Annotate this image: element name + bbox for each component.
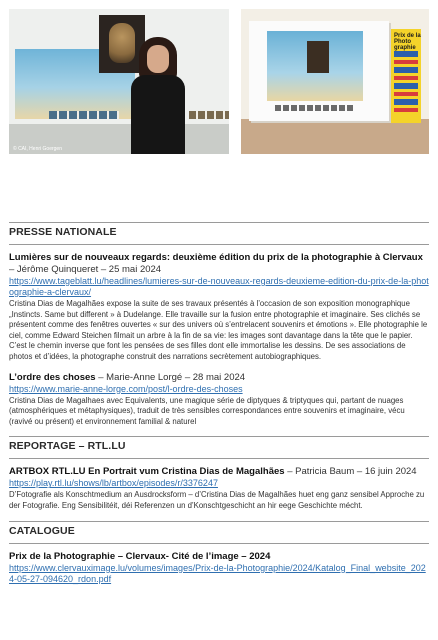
entry-link[interactable]: https://www.clervauximage.lu/volumes/images/Prix-de-la-Photographie/2024/Katalog_Final_website_2024-05-27-094620_rdon.pdf [9,562,426,584]
entry-heading [9,372,429,384]
entry-link[interactable]: https://www.marie-anne-lorge.com/post/l-ordre-des-choses [9,383,243,394]
exhibition-thumbnail-strip [275,105,355,111]
artist-face [147,45,169,73]
thumbnail-strip-right [189,111,229,119]
thumbnail-strip [49,111,119,119]
exhibition-owl-artwork [307,41,329,73]
entry-title: Prix de la Photographie – Clervaux- Cité de l’image – 2024 [9,550,271,562]
poster-text: Prix de la Photo graphie [394,33,421,51]
entry-link[interactable]: https://www.tageblatt.lu/headlines/lumieres-sur-de-nouveaux-regards-deuxieme-edition-du-prix-de-la-photographie-a-clervaux/ [9,276,429,297]
exhibition-photo [241,9,429,154]
poster-graphics [394,51,418,115]
press-entry [9,252,429,363]
press-entry [9,551,429,585]
photo-row [9,9,429,154]
entry-title: L’ordre des choses [9,371,96,383]
entry-link[interactable]: https://play.rtl.lu/shows/lb/artbox/episodes/r/3376247 [9,478,218,489]
artist-portrait-photo [9,9,229,154]
entry-meta: – Marie-Anne Lorgé – 28 mai 2024 [95,371,246,383]
section-title-presse-nationale: PRESSE NATIONALE [9,222,429,245]
entry-description: Cristina Dias de Magalhaes avec Equivalents, une magique série de diptyques & triptyques qui, partant de nuages (atmosphériques et métaphysiques), traduit de très sensibles correspondances entre souvenirs et imaginaire, vécu (ravivé ou présent) et environnement familial & naturel [9,395,405,426]
artist-body [131,75,185,154]
entry-title: Lumières sur de nouveaux regards: deuxième édition du prix de la photographie à Clervaux [9,252,423,263]
entry-heading [9,252,429,276]
section-title-reportage: REPORTAGE – RTL.LU [9,436,429,459]
press-entry [9,372,429,428]
section-title-catalogue: CATALOGUE [9,521,429,544]
artist-figure [127,37,189,154]
exhibition-poster [391,29,421,123]
press-content [9,222,429,594]
entry-title: ARTBOX RTL.LU En Portrait vum Cristina Dias de Magalhães [9,466,285,478]
entry-heading [9,551,429,563]
entry-meta: – Jérôme Quinqueret – 25 mai 2024 [9,264,162,275]
entry-heading [9,466,429,478]
entry-description: Cristina Dias de Magalhães expose la suite de ses travaux présentés à l’occasion de son exposition monographique „Instincts. Same but different » à Dudelange. Elle travaille sur la fusion entre photographie et imaginaire. Ses clichés se présentent comme des fenêtres ouvertes « sur des univers où s’entrelacent souvenirs et émotions ». Elle photographie le ciel, comme Edward Steichen filmait un arbre à la fin de sa vie: les images sont davantage dans la tête que le papier. C’est le chemin inverse que font les pensées de ses filles dont elle immortalise les dessins. De ses associations de photos et d’idées, la photographe construit des narrations secrètement autobiographiques. [9,299,428,361]
entry-description: D’Fotografie als Konschtmedium an Ausdrocksform – d’Cristina Dias de Magalhães huet eng ganz sensibel Approche zu der Fotografie. Eng Sensibilitéit, déi Referenzen un d’Konschtgeschicht an hir eege Geschichte mécht. [9,490,425,510]
entry-meta: – Patricia Baum – 16 juin 2024 [284,466,417,478]
photo-credit: © CAI, Henri Goergen [13,146,62,152]
press-entry [9,466,429,511]
exhibition-floor [241,119,429,154]
